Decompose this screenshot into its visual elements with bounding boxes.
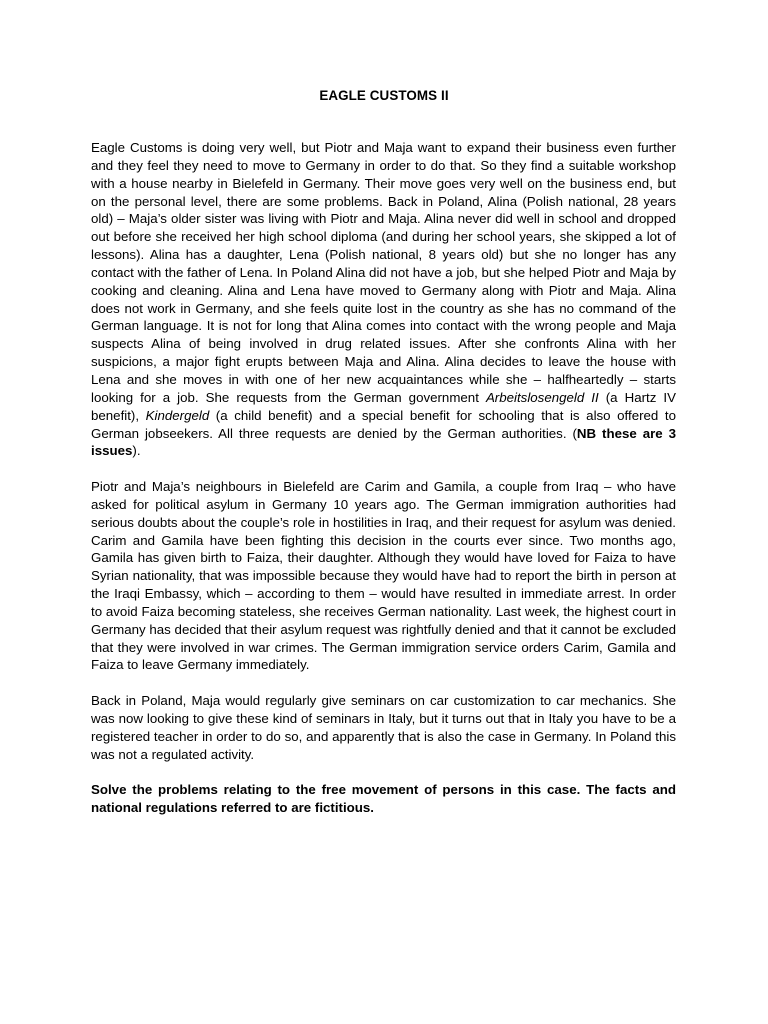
benefit-kindergeld: Kindergeld <box>145 407 210 423</box>
document-body <box>91 139 676 817</box>
paragraph-seminars: Back in Poland, Maja would regularly give seminars on car customization to car mechanics. She was now looking to give these kind of seminars in Italy, but it turns out that in Italy you have to be a registered teacher in order to do so, and apparently that is also the case in Germany. In Poland this was not a regulated activity. <box>91 693 676 762</box>
assignment-instruction: Solve the problems relating to the free movement of persons in this case. The facts and national regulations referred to are fictitious. <box>91 782 676 816</box>
paragraph-alina-text-2: (a Hartz IV benefit), <box>91 389 676 423</box>
issues-note: NB these are 3 issues <box>91 425 676 459</box>
paragraph-alina <box>91 139 676 460</box>
document-title: EAGLE CUSTOMS II <box>319 88 449 103</box>
paragraph-alina-text-1: Eagle Customs is doing very well, but Piotr and Maja want to expand their business even further and they feel they need to move to Germany in order to do that. So they find a suitable workshop with a house nearby in Bielefeld in Germany. Their move goes very well on the business end, but on the personal level, there are some problems. Back in Poland, Alina (Polish national, 28 years old) – Maja’s older sister was living with Piotr and Maja. Alina never did well in school and dropped out before she received her high school diploma (and during her school years, she skipped a lot of lessons). Alina has a daughter, Lena (Polish national, 8 years old) but she no longer has any contact with the father of Lena. In Poland Alina did not have a job, but she helped Piotr and Maja by cooking and cleaning. Alina and Lena have moved to Germany along with Piotr and Maja. Alina does not work in Germany, and she feels quite lost in the country as she has no command of the German language. It is not for long that Alina comes into contact with the wrong people and Maja suspects Alina of being involved in drug related issues. After she confronts Alina with her suspicions, a major fight erupts between Maja and Alina. Alina decides to leave the house with Lena and she moves in with one of her new acquaintances while she – halfheartedly – starts looking for a job. She requests from the German government <box>91 140 676 405</box>
paragraph-alina-text-3: (a child benefit) and a special benefit for schooling that is also offered to German jobseekers. All three requests are denied by the German authorities. ( <box>91 407 676 441</box>
benefit-arbeitslosengeld: Arbeitslosengeld II <box>485 389 599 405</box>
paragraph-carim-gamila: Piotr and Maja’s neighbours in Bielefeld are Carim and Gamila, a couple from Iraq – who have asked for political asylum in Germany 10 years ago. The German immigration authorities had serious doubts about the couple’s role in hostilities in Iraq, and their request for asylum was denied. Carim and Gamila have been fighting this decision in the courts ever since. Two months ago, Gamila has given birth to Faiza, their daughter. Although they would have loved for Faiza to have Syrian nationality, that was impossible because they would have had to report the birth in person at the Iraqi Embassy, which – according to them – would have resulted in immediate arrest. In order to avoid Faiza becoming stateless, she receives German nationality. Last week, the highest court in Germany has decided that their asylum request was rightfully denied and that it cannot be excluded that they were involved in war crimes. The German immigration service orders Carim, Gamila and Faiza to leave Germany immediately. <box>91 479 676 673</box>
paragraph-alina-text-4: ). <box>132 443 141 459</box>
